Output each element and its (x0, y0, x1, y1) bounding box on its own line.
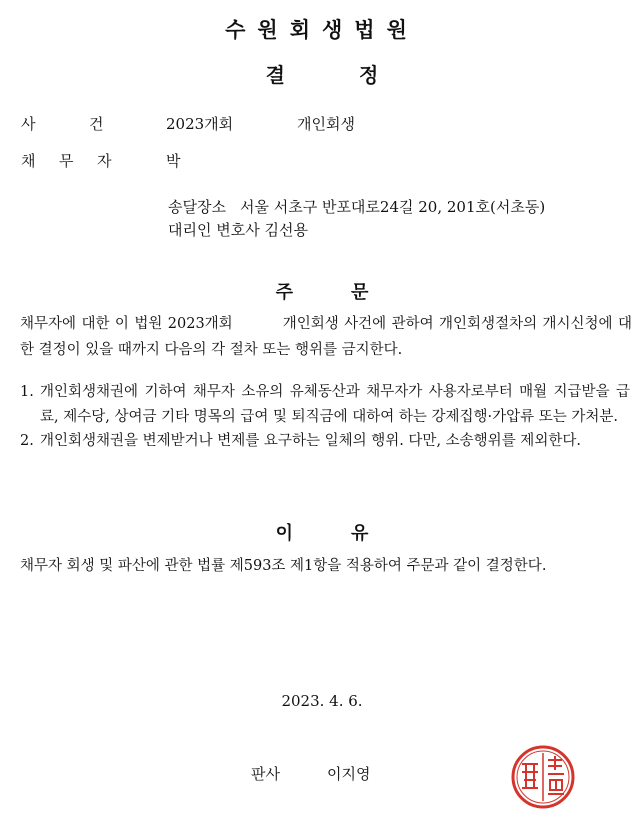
judge-title: 판사 (251, 765, 280, 783)
service-address-row (168, 196, 545, 217)
order-list (20, 380, 630, 454)
order-item-text: 개인회생채권에 기하여 채무자 소유의 유체동산과 채무자가 사용자로부터 매월 지급받을 급료, 제수당, 상여금 기타 명목의 급여 및 퇴직금에 대하여 하는 강제집행·가압류 또는 가처분. (40, 384, 630, 425)
debtor-name: 박 (166, 152, 181, 170)
document-type-char-2: 정 (359, 63, 379, 87)
debtor-label: 채 무 자 (21, 152, 112, 170)
order-heading: 주 문 (275, 282, 369, 303)
decision-date: 2023. 4. 6. (281, 692, 363, 710)
order-item-number: 1. (20, 384, 34, 400)
case-label: 사 건 (21, 115, 104, 133)
reason-heading: 이 유 (275, 523, 369, 544)
document-type-heading (0, 59, 644, 88)
reason-text: 채무자 회생 및 파산에 관한 법률 제593조 제1항을 적용하여 주문과 같이 결정한다. (20, 558, 547, 574)
service-address: 서울 서초구 반포대로24길 20, 201호(서초동) (239, 198, 546, 216)
order-item-number: 2. (20, 433, 34, 449)
case-number: 2023개회 (166, 115, 234, 133)
order-intro-part1: 채무자에 대한 이 법원 2023개회 (20, 316, 233, 332)
order-intro (20, 311, 632, 363)
document-type-char-1: 결 (265, 63, 285, 87)
debtor-agent: 대리인 변호사 김선용 (168, 221, 308, 239)
order-item-text: 개인회생채권을 변제받거나 변제를 요구하는 일체의 행위. 다만, 소송행위를 제외한다. (40, 433, 581, 449)
order-intro-part2: 개인회생 사건에 관하여 개인회생절차의 개시신청에 대한 결정이 있을 때까지 다음의 각 절차 또는 행위를 금지한다. (20, 316, 632, 358)
case-name: 개인회생 (297, 115, 355, 133)
service-address-label: 송달장소 (168, 198, 226, 216)
order-item (20, 429, 630, 454)
judge-name: 이지영 (327, 765, 371, 783)
court-name: 수원회생법원 (225, 18, 419, 42)
order-item (20, 380, 630, 429)
court-seal-icon (510, 744, 576, 810)
